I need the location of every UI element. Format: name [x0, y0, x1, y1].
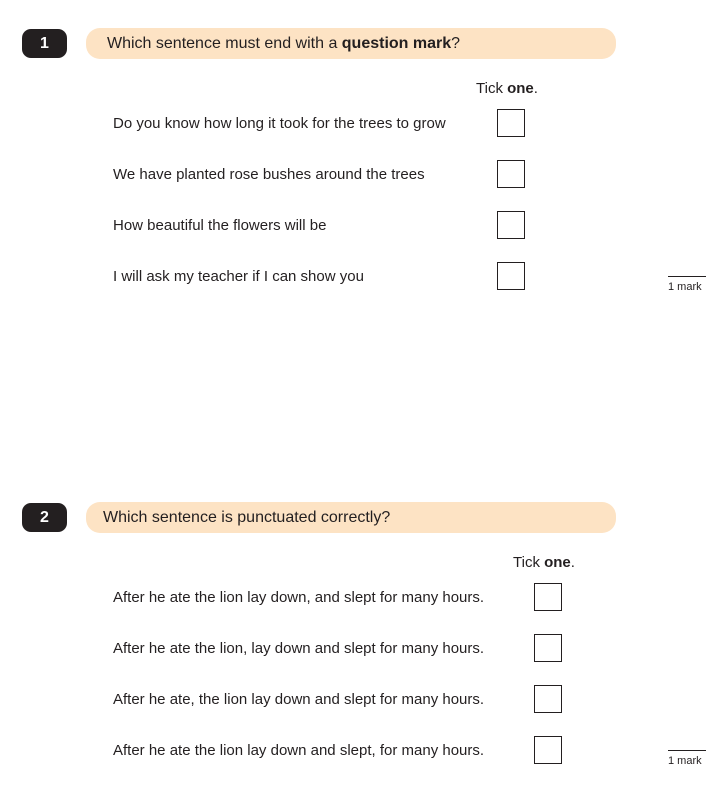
tick-instruction-prefix: Tick	[476, 80, 508, 97]
answer-option-text: We have planted rose bushes around the trees	[113, 166, 425, 183]
mark-label: 1 mark	[668, 755, 702, 767]
prompt-text-after: ?	[451, 34, 461, 52]
tick-instruction-bold: one	[544, 554, 571, 571]
answer-option-text: After he ate the lion, lay down and slept for many hours.	[113, 640, 485, 657]
tick-instruction	[476, 80, 538, 97]
question-prompt-bar	[86, 28, 616, 59]
question-number-badge: 1	[22, 29, 67, 58]
answer-checkbox[interactable]	[534, 583, 562, 611]
prompt-text-before: Which sentence is punctuated correctly?	[103, 508, 391, 526]
tick-instruction	[513, 554, 575, 571]
answer-checkbox[interactable]	[497, 262, 525, 290]
answer-option-text: How beautiful the flowers will be	[113, 217, 327, 234]
answer-option-text: After he ate the lion lay down, and slept for many hours.	[113, 589, 485, 606]
answer-checkbox[interactable]	[534, 736, 562, 764]
tick-instruction-bold: one	[507, 80, 534, 97]
answer-option-text: Do you know how long it took for the trees to grow	[113, 115, 446, 132]
prompt-text-before: Which sentence must end with a	[107, 34, 342, 52]
question-prompt	[107, 35, 460, 53]
answer-checkbox[interactable]	[534, 634, 562, 662]
answer-checkbox[interactable]	[497, 211, 525, 239]
answer-option-text: After he ate the lion lay down and slept, for many hours.	[113, 742, 485, 759]
question-number-badge: 2	[22, 503, 67, 532]
answer-checkbox[interactable]	[497, 109, 525, 137]
question-prompt-bar	[86, 502, 616, 533]
tick-instruction-suffix: .	[533, 80, 538, 97]
question-prompt	[103, 509, 390, 527]
tick-instruction-prefix: Tick	[513, 554, 545, 571]
mark-divider	[668, 750, 706, 751]
prompt-text-bold: question mark	[341, 34, 452, 52]
mark-label: 1 mark	[668, 281, 702, 293]
answer-option-text: After he ate, the lion lay down and slept for many hours.	[113, 691, 485, 708]
mark-divider	[668, 276, 706, 277]
answer-option-text: I will ask my teacher if I can show you	[113, 268, 364, 285]
tick-instruction-suffix: .	[570, 554, 575, 571]
answer-checkbox[interactable]	[534, 685, 562, 713]
answer-checkbox[interactable]	[497, 160, 525, 188]
